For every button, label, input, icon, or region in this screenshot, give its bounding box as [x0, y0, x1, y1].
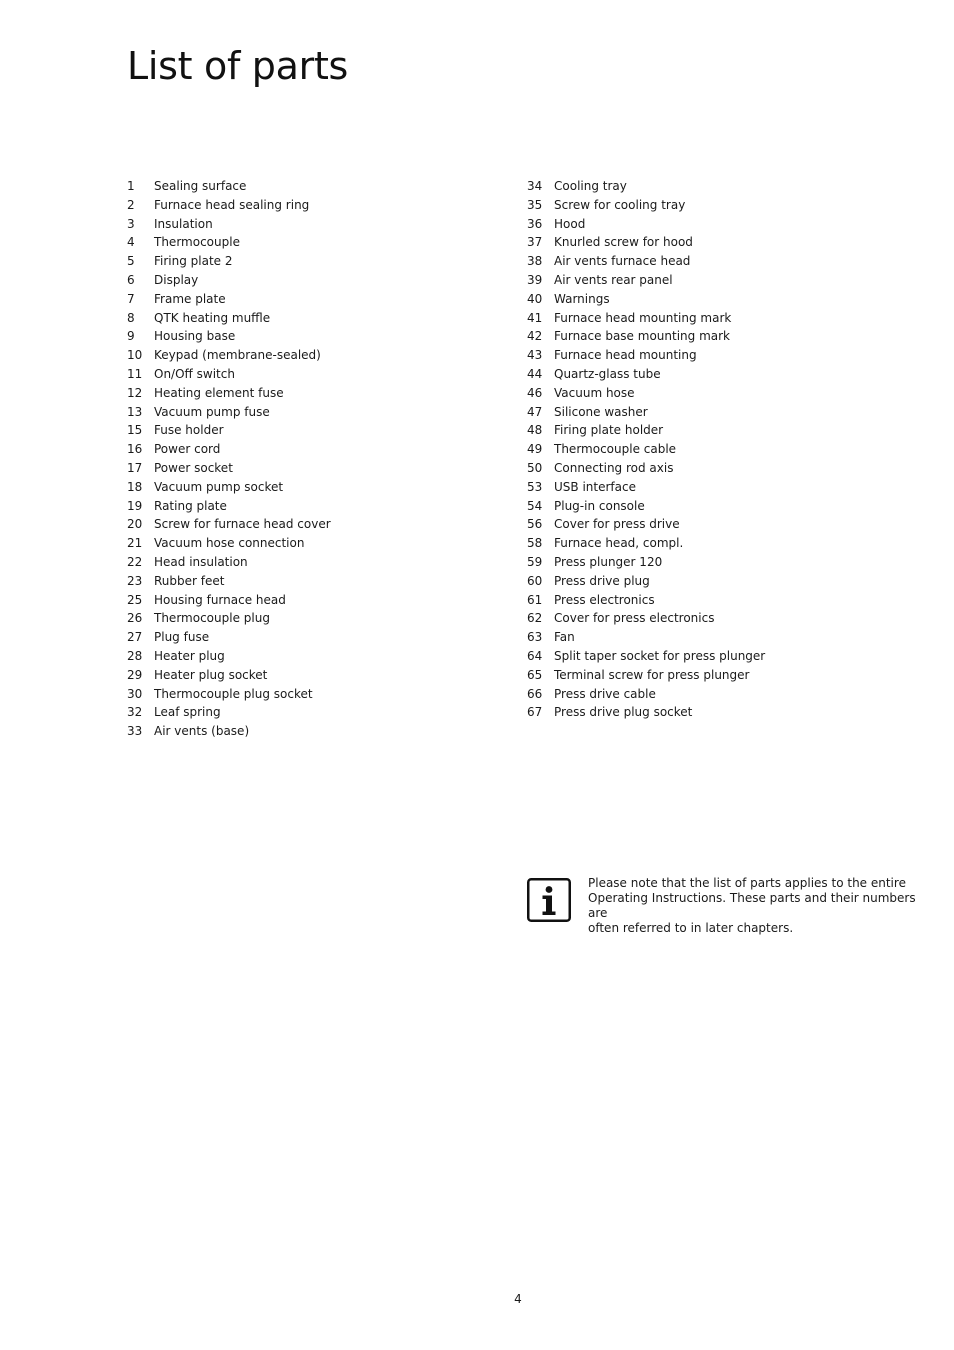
part-item	[127, 309, 507, 328]
part-number: 53	[527, 479, 543, 494]
part-number: 65	[527, 667, 543, 682]
part-number: 12	[127, 385, 143, 400]
part-item	[127, 215, 507, 234]
part-name: Thermocouple plug	[154, 611, 270, 626]
part-number: 11	[127, 366, 143, 381]
part-item	[527, 628, 927, 647]
part-number: 59	[527, 554, 543, 569]
part-name: Furnace head mounting mark	[554, 310, 732, 325]
part-item	[127, 722, 507, 741]
part-item	[127, 628, 507, 647]
part-name: Warnings	[554, 291, 610, 306]
part-item	[127, 459, 507, 478]
part-item	[127, 591, 507, 610]
part-name: Vacuum hose	[554, 385, 635, 400]
part-number: 1	[127, 179, 135, 193]
part-number: 28	[127, 648, 143, 663]
part-number: 2	[127, 197, 135, 212]
part-name: Cover for press drive	[554, 517, 680, 532]
part-item	[127, 384, 507, 403]
part-item	[527, 459, 927, 478]
part-name: Vacuum pump socket	[154, 479, 284, 494]
part-item	[527, 196, 927, 215]
part-number: 13	[127, 404, 143, 419]
info-note-text	[588, 876, 917, 936]
part-number: 39	[527, 272, 543, 287]
part-name: Thermocouple	[154, 235, 240, 250]
part-item	[527, 497, 927, 516]
part-name: Quartz-glass tube	[554, 366, 661, 381]
part-number: 18	[127, 479, 143, 494]
part-number: 37	[527, 235, 543, 250]
part-name: Power socket	[154, 460, 233, 475]
part-number: 62	[527, 611, 543, 626]
part-name: Thermocouple plug socket	[154, 686, 313, 701]
part-name: Plug fuse	[154, 630, 210, 645]
part-item	[527, 591, 927, 610]
part-number: 16	[127, 442, 143, 457]
part-number: 5	[127, 254, 135, 269]
part-item	[527, 440, 927, 459]
part-name: Display	[154, 272, 199, 287]
part-number: 4	[127, 235, 135, 250]
part-name: Screw for cooling tray	[554, 197, 686, 212]
part-name: Cooling tray	[554, 179, 627, 193]
info-note-line: Please note that the list of parts applies to the entire	[588, 876, 906, 890]
part-name: Split taper socket for press plunger	[554, 648, 766, 663]
part-number: 22	[127, 554, 143, 569]
part-name: Press plunger 120	[554, 554, 663, 569]
part-item	[527, 271, 927, 290]
part-item	[127, 703, 507, 722]
part-name: Hood	[554, 216, 586, 231]
part-name: Connecting rod axis	[554, 460, 674, 475]
part-name: Head insulation	[154, 554, 248, 569]
part-name: Furnace head, compl.	[554, 536, 684, 551]
part-name: Firing plate 2	[154, 254, 233, 269]
part-number: 36	[527, 216, 543, 231]
part-item	[127, 478, 507, 497]
part-number: 15	[127, 423, 143, 438]
part-item	[127, 609, 507, 628]
part-item	[527, 177, 927, 196]
part-number: 7	[127, 291, 135, 306]
part-item	[527, 515, 927, 534]
part-name: Silicone washer	[554, 404, 648, 419]
part-number: 33	[127, 724, 143, 739]
part-number: 60	[527, 573, 543, 588]
part-item	[127, 365, 507, 384]
part-item	[527, 309, 927, 328]
part-number: 9	[127, 329, 135, 344]
part-item	[527, 233, 927, 252]
part-number: 32	[127, 705, 143, 720]
part-name: QTK heating muffle	[154, 310, 271, 325]
part-item	[127, 497, 507, 516]
part-name: On/Off switch	[154, 366, 235, 381]
part-name: Heater plug socket	[154, 667, 268, 682]
part-item	[127, 534, 507, 553]
part-item	[527, 478, 927, 497]
part-item	[127, 685, 507, 704]
part-item	[527, 290, 927, 309]
part-item	[527, 685, 927, 704]
part-number: 40	[527, 291, 543, 306]
part-name: Furnace head mounting	[554, 348, 697, 363]
part-number: 10	[127, 348, 143, 363]
part-item	[127, 290, 507, 309]
part-name: Press drive plug socket	[554, 705, 693, 720]
part-name: Frame plate	[154, 291, 226, 306]
part-name: Power cord	[154, 442, 221, 457]
part-item	[127, 177, 507, 196]
part-number: 17	[127, 460, 143, 475]
part-item	[127, 196, 507, 215]
part-number: 58	[527, 536, 543, 551]
part-item	[527, 553, 927, 572]
part-item	[127, 271, 507, 290]
page-number: 4	[514, 1292, 522, 1306]
part-item	[127, 421, 507, 440]
part-item	[527, 609, 927, 628]
part-item	[527, 572, 927, 591]
part-number: 34	[527, 179, 543, 193]
part-number: 46	[527, 385, 543, 400]
part-name: Knurled screw for hood	[554, 235, 693, 250]
part-number: 3	[127, 216, 135, 231]
parts-list-right	[527, 177, 927, 722]
part-name: Housing base	[154, 329, 236, 344]
part-name: Vacuum pump fuse	[154, 404, 270, 419]
part-number: 20	[127, 517, 143, 532]
part-item	[127, 553, 507, 572]
part-name: Fan	[554, 630, 575, 645]
part-name: USB interface	[554, 479, 636, 494]
info-note	[527, 876, 917, 936]
part-name: Press electronics	[554, 592, 655, 607]
part-name: Air vents (base)	[154, 724, 250, 739]
part-item	[127, 515, 507, 534]
info-icon	[527, 878, 571, 922]
part-number: 47	[527, 404, 543, 419]
part-name: Furnace base mounting mark	[554, 329, 730, 344]
part-number: 25	[127, 592, 143, 607]
part-number: 54	[527, 498, 543, 513]
part-item	[527, 346, 927, 365]
part-item	[127, 572, 507, 591]
part-item	[127, 647, 507, 666]
part-name: Press drive cable	[554, 686, 656, 701]
part-item	[527, 327, 927, 346]
part-name: Thermocouple cable	[554, 442, 677, 457]
part-name: Rating plate	[154, 498, 227, 513]
part-name: Air vents rear panel	[554, 272, 673, 287]
part-name: Press drive plug	[554, 573, 650, 588]
part-item	[127, 666, 507, 685]
part-number: 6	[127, 272, 135, 287]
part-name: Fuse holder	[154, 423, 224, 438]
part-name: Keypad (membrane-sealed)	[154, 348, 321, 363]
part-name: Sealing surface	[154, 179, 247, 193]
part-name: Plug-in console	[554, 498, 645, 513]
part-number: 35	[527, 197, 543, 212]
part-number: 61	[527, 592, 543, 607]
part-name: Heating element fuse	[154, 385, 284, 400]
part-item	[527, 403, 927, 422]
part-item	[527, 534, 927, 553]
part-number: 56	[527, 517, 543, 532]
part-number: 64	[527, 648, 543, 663]
part-number: 50	[527, 460, 543, 475]
part-number: 23	[127, 573, 143, 588]
part-number: 38	[527, 254, 543, 269]
part-name: Vacuum hose connection	[154, 536, 305, 551]
part-item	[527, 215, 927, 234]
parts-list-left	[127, 177, 507, 741]
part-number: 42	[527, 329, 543, 344]
part-number: 63	[527, 630, 543, 645]
part-number: 21	[127, 536, 143, 551]
part-number: 66	[527, 686, 543, 701]
part-number: 67	[527, 705, 543, 720]
part-name: Air vents furnace head	[554, 254, 691, 269]
part-name: Firing plate holder	[554, 423, 664, 438]
info-note-line: often referred to in later chapters.	[588, 921, 794, 935]
part-name: Housing furnace head	[154, 592, 286, 607]
part-number: 29	[127, 667, 143, 682]
part-item	[527, 703, 927, 722]
part-number: 19	[127, 498, 143, 513]
part-item	[127, 327, 507, 346]
part-name: Furnace head sealing ring	[154, 197, 310, 212]
part-number: 44	[527, 366, 543, 381]
part-name: Insulation	[154, 216, 213, 231]
part-item	[527, 365, 927, 384]
part-number: 48	[527, 423, 543, 438]
part-item	[127, 346, 507, 365]
part-item	[127, 233, 507, 252]
part-number: 26	[127, 611, 143, 626]
page-title: List of parts	[127, 44, 349, 88]
part-item	[527, 252, 927, 271]
info-note-line: Operating Instructions. These parts and their numbers are	[588, 891, 916, 920]
part-item	[527, 666, 927, 685]
part-name: Screw for furnace head cover	[154, 517, 331, 532]
part-number: 27	[127, 630, 143, 645]
part-name: Rubber feet	[154, 573, 225, 588]
part-item	[127, 403, 507, 422]
part-number: 43	[527, 348, 543, 363]
part-item	[127, 252, 507, 271]
part-number: 8	[127, 310, 135, 325]
part-item	[527, 384, 927, 403]
part-number: 41	[527, 310, 543, 325]
part-name: Heater plug	[154, 648, 225, 663]
part-item	[527, 647, 927, 666]
part-number: 49	[527, 442, 543, 457]
part-name: Cover for press electronics	[554, 611, 715, 626]
part-name: Terminal screw for press plunger	[554, 667, 750, 682]
part-item	[127, 440, 507, 459]
part-name: Leaf spring	[154, 705, 221, 720]
part-item	[527, 421, 927, 440]
part-number: 30	[127, 686, 143, 701]
